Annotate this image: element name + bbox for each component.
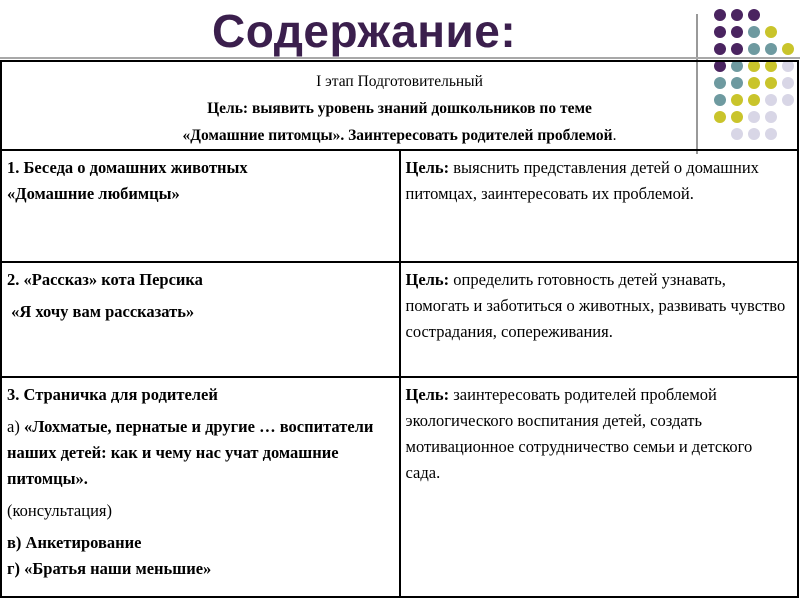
row2-activity-title: 2. «Рассказ» кота Персика (7, 270, 203, 289)
row3-activity-title: 3. Страничка для родителей (7, 385, 218, 404)
dot (765, 26, 777, 38)
row1-activity-cell (1, 150, 400, 262)
row3-item-a (7, 414, 393, 492)
row2-goal-text: определить готовность детей узнавать, помогать и заботиться о животных, развивать чувство сострадания, сопереживания. (405, 270, 786, 341)
row3-goal-text: заинтересовать родителей проблемой экологического воспитания детей, создать мотивационное сотрудничество семьи и детского сада. (405, 385, 753, 482)
decorative-horizontal-line (0, 57, 800, 59)
stage-title: I этап Подготовительный (316, 73, 483, 90)
row3-goal-cell (400, 377, 799, 597)
row3-item-a-text: «Лохматые, пернатые и другие … воспитатели наших детей: как и чему нас учат домашние питомцы». (7, 417, 374, 488)
row3-item-c: г) «Братья наши меньшие» (7, 559, 212, 578)
page-title: Содержание: (212, 5, 517, 57)
dot (748, 26, 760, 38)
row1-activity-subtitle: «Домашние любимцы» (7, 184, 180, 203)
row2-activity-subtitle: «Я хочу вам рассказать» (7, 302, 195, 321)
row3-item-b: в) Анкетирование (7, 533, 142, 552)
stage-goal-period: . (612, 127, 617, 144)
dot (714, 43, 726, 55)
row1-goal-label: Цель: (405, 158, 450, 177)
row1-activity-title: 1. Беседа о домашних животных (7, 158, 248, 177)
dot (731, 26, 743, 38)
dot (731, 9, 743, 21)
stage-goal-line: Цель: выявить уровень знаний дошкольников по теме (207, 100, 592, 117)
dot (714, 26, 726, 38)
dot (782, 43, 794, 55)
stage-header-cell (1, 61, 798, 150)
stage-goal-line-2 (2, 122, 797, 149)
dot (714, 9, 726, 21)
dot (731, 43, 743, 55)
row3-goal-label: Цель: (405, 385, 450, 404)
row2-goal-cell (400, 262, 799, 377)
dot (765, 43, 777, 55)
dot (748, 43, 760, 55)
row1-goal-text: выяснить представления детей о домашних питомцах, заинтересовать их проблемой. (405, 158, 759, 203)
row1-goal-cell (400, 150, 799, 262)
row3-item-note: (консультация) (7, 501, 112, 520)
row3-activity-cell (1, 377, 400, 597)
content-table (0, 60, 799, 598)
row2-goal-label: Цель: (405, 270, 450, 289)
stage-goal-text: «Домашние питомцы». Заинтересовать родителей проблемой (182, 127, 613, 144)
row3-item-a-prefix: а) (7, 417, 24, 436)
dot (748, 9, 760, 21)
row2-activity-cell (1, 262, 400, 377)
